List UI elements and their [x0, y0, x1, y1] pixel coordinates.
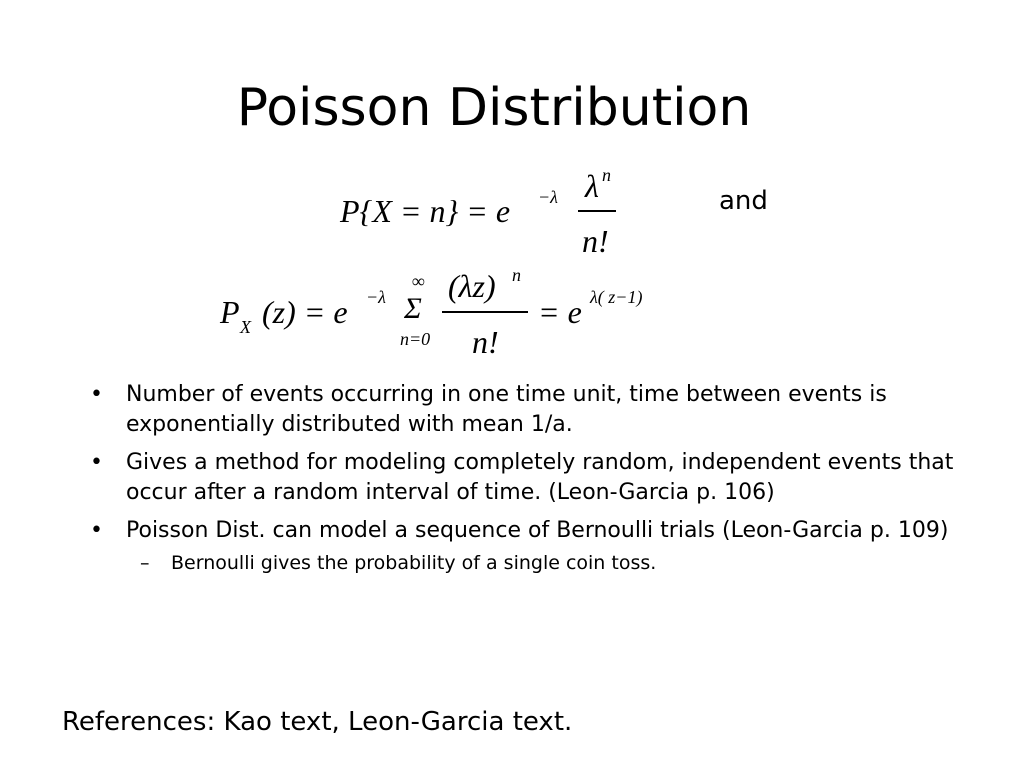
pgf-denominator: n! — [472, 324, 499, 360]
bullet-list — [90, 380, 960, 576]
pmf-fraction-bar — [578, 210, 616, 212]
pgf-lhs: P — [220, 294, 240, 330]
sum-lower-limit: n=0 — [400, 329, 431, 349]
bullet-item: • Gives a method for modeling completely random, independent events that occur after a random interval of time. (Leon-Garcia p. 106) — [90, 448, 960, 508]
pgf-rhs: = e — [538, 294, 582, 330]
slide-title: Poisson Distribution — [236, 78, 752, 138]
pmf-exponent: −λ — [538, 187, 558, 207]
pmf-numerator: λ — [585, 168, 599, 204]
sub-bullet-item — [90, 550, 960, 576]
pmf-numerator-exponent: n — [602, 165, 611, 185]
pgf-numerator-exponent: n — [512, 265, 521, 285]
sum-symbol: Σ — [404, 292, 422, 325]
bullet-item: • Number of events occurring in one time unit, time between events is exponentially distributed with mean 1/a. — [90, 380, 960, 440]
pmf-denominator: n! — [582, 223, 609, 259]
pgf-argument: (z) = e — [262, 294, 348, 330]
sub-bullet-marker: – — [140, 552, 150, 574]
pgf-lhs-subscript: X — [240, 317, 251, 337]
pgf-fraction-bar — [442, 311, 528, 313]
pgf-exponent: −λ — [366, 287, 386, 307]
references-text: References: Kao text, Leon-Garcia text. — [62, 707, 573, 737]
pgf-rhs-exponent: λ( z−1) — [590, 287, 643, 307]
pmf-lhs: P{X = n} = e — [340, 193, 511, 229]
sub-bullet-text: Bernoulli gives the probability of a single coin toss. — [171, 552, 657, 574]
sum-upper-limit: ∞ — [412, 271, 425, 291]
connector-text: and — [719, 186, 768, 216]
pgf-numerator: (λz) — [448, 268, 496, 304]
bullet-item: • Poisson Dist. can model a sequence of Bernoulli trials (Leon-Garcia p. 109) — [90, 516, 960, 546]
